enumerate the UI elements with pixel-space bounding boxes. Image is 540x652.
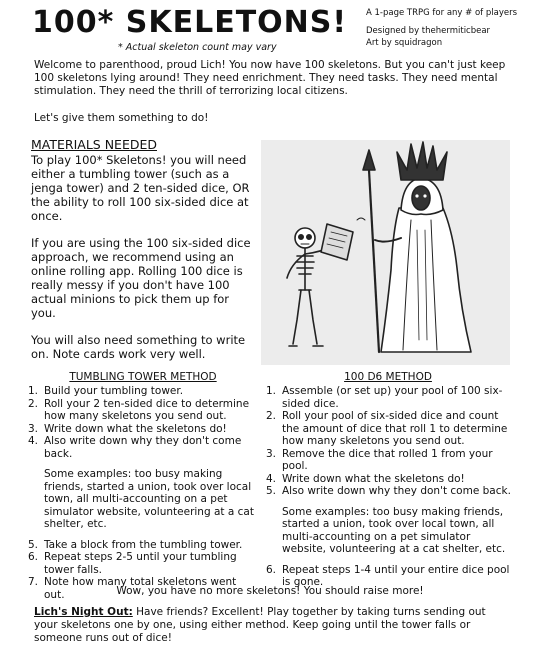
outro-text: Wow, you have no more skeletons! You should raise more! — [116, 585, 424, 597]
list-item: 4. Write down what the skeletons do! — [266, 472, 465, 485]
liches-night-out-section — [34, 606, 510, 645]
designer-credit: Designed by thehermiticbear — [366, 26, 491, 36]
materials-section — [31, 153, 255, 374]
list-item: 3. Remove the dice that rolled 1 from your pool. — [266, 447, 493, 472]
list-item: 1. Assemble (or set up) your pool of 100 six-sided dice. — [266, 385, 503, 410]
list-item: 5. Take a block from the tumbling tower. — [28, 538, 243, 551]
list-item: 3. Write down what the skeletons do! — [28, 422, 227, 435]
list-item: 7. Note how many total skeletons went out. — [28, 576, 237, 601]
game-title: 100* SKELETONS! — [32, 5, 348, 40]
intro-paragraph: Welcome to parenthood, proud Lich! You now have 100 skeletons. But you can't just keep 100 skeletons lying around! They need enrichment. They need tasks. They need mental stimulation. They need the thrill of terrorizing local citizens. — [34, 59, 506, 97]
illustration-drawing — [261, 140, 510, 365]
materials-paragraph-1: To play 100* Skeletons! you will need either a tumbling tower (such as a jenga tower) and 2 ten-sided dice, OR the ability to roll 100 six-sided dice at once. — [31, 153, 250, 223]
materials-paragraph-3: You will also need something to write on. Note cards work very well. — [31, 333, 246, 361]
tagline: A 1-page TRPG for any # of players — [366, 8, 518, 18]
lich-and-skeleton-illustration — [261, 140, 510, 365]
list-item: 1. Build your tumbling tower. — [28, 385, 184, 397]
call-to-action: Let's give them something to do! — [34, 112, 209, 124]
tumbling-tower-steps — [28, 385, 254, 601]
list-item: 2. Roll your 2 ten-sided dice to determine how many skeletons you send out. — [28, 397, 250, 422]
artist-credit: Art by squidragon — [366, 38, 443, 48]
liches-night-out-text: Have friends? Excellent! Play together by taking turns sending out your skeletons one by one, using either method. Keep going until the tower falls or someone runs out of dice! — [34, 606, 486, 644]
d6-method-steps — [266, 385, 514, 589]
d6-method-heading: 100 D6 METHOD — [344, 371, 432, 383]
list-item: 2. Roll your pool of six-sided dice and count the amount of dice that roll 1 to determine how many skeletons you send out. — [266, 410, 508, 447]
materials-paragraph-2: If you are using the 100 six-sided dice approach, we recommend using an online rolling app. Rolling 100 dice is really messy if you don't have 100 actual minions to pick them up for you. — [31, 236, 251, 320]
examples-text: Some examples: too busy making friends, started a union, took over local town, all multi-accounting on a pet simulator website, volunteering at a cat shelter, etc. — [44, 468, 254, 530]
tumbling-tower-heading: TUMBLING TOWER METHOD — [69, 371, 217, 383]
list-item: 4. Also write down why they don't come back. — [28, 435, 242, 460]
credits-block — [366, 7, 517, 49]
list-item: 6. Repeat steps 2-5 until your tumbling tower falls. — [28, 551, 237, 576]
examples-text: Some examples: too busy making friends, started a union, took over local town, all multi-accounting on a pet simulator website, volunteering at a cat shelter, etc. — [282, 505, 506, 555]
title-footnote: * Actual skeleton count may vary — [118, 42, 277, 53]
list-item: 6. Repeat steps 1-4 until your entire dice pool is gone. — [266, 563, 510, 588]
materials-heading: MATERIALS NEEDED — [31, 137, 157, 152]
list-item: 5. Also write down why they don't come back. — [266, 485, 511, 497]
liches-night-out-label: Lich's Night Out: — [34, 606, 133, 618]
